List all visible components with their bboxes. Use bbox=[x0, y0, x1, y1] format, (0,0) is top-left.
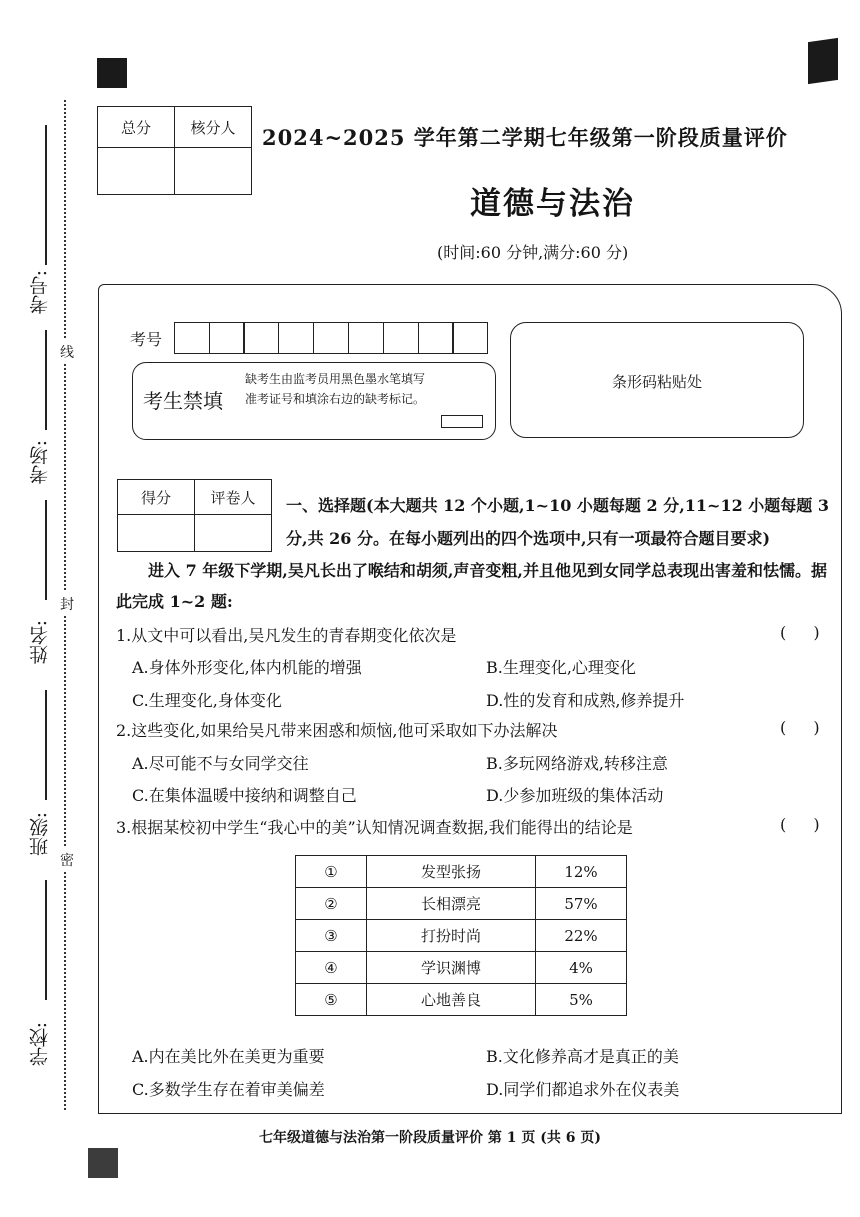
exam-title: 2024~2025 学年第二学期七年级第一阶段质量评价 bbox=[262, 125, 788, 150]
question-2-option-c[interactable]: C.在集体温暖中接纳和调整自己 bbox=[132, 786, 357, 805]
exam-id-box[interactable] bbox=[418, 322, 454, 354]
exam-id-box[interactable] bbox=[313, 322, 349, 354]
sidebar-field-class: 班级: bbox=[29, 812, 51, 857]
sidebar-line bbox=[45, 500, 47, 600]
registration-mark-bottom-left bbox=[88, 1148, 118, 1178]
table-row bbox=[296, 952, 627, 984]
exam-id-box[interactable] bbox=[452, 322, 488, 354]
table-cell-percent: 4% bbox=[536, 952, 627, 984]
question-3-option-a[interactable]: A.内在美比外在美更为重要 bbox=[132, 1047, 325, 1066]
total-score-label: 总分 bbox=[98, 107, 175, 148]
registration-mark-top-left bbox=[97, 58, 127, 88]
checker-label: 核分人 bbox=[175, 107, 252, 148]
sidebar-line bbox=[45, 880, 47, 1000]
exam-id-box[interactable] bbox=[348, 322, 384, 354]
question-1-option-c[interactable]: C.生理变化,身体变化 bbox=[132, 691, 282, 710]
table-cell-percent: 57% bbox=[536, 888, 627, 920]
sidebar-line bbox=[45, 330, 47, 430]
question-2-option-a[interactable]: A.尽可能不与女同学交往 bbox=[132, 754, 309, 773]
section-grader-cell[interactable] bbox=[195, 515, 272, 552]
exam-id-box[interactable] bbox=[383, 322, 419, 354]
sidebar-field-name: 姓名: bbox=[29, 620, 51, 665]
notice-text: 缺考生由监考员用黑色墨水笔填写准考证号和填涂右边的缺考标记。 bbox=[245, 372, 426, 406]
table-cell-item: 发型张扬 bbox=[367, 856, 536, 888]
table-cell-percent: 12% bbox=[536, 856, 627, 888]
section-score-label: 得分 bbox=[118, 480, 195, 515]
exam-id-boxes[interactable] bbox=[175, 322, 488, 354]
question-1-answer-paren[interactable]: ( ) bbox=[780, 623, 820, 642]
question-2-option-b[interactable]: B.多玩网络游戏,转移注意 bbox=[486, 754, 668, 773]
question-1-option-b[interactable]: B.生理变化,心理变化 bbox=[486, 658, 636, 677]
table-cell-item: 打扮时尚 bbox=[367, 920, 536, 952]
page-footer: 七年级道德与法治第一阶段质量评价 第 1 页 (共 6 页) bbox=[259, 1130, 601, 1146]
barcode-area bbox=[510, 322, 804, 438]
question-1-text: 1.从文中可以看出,吴凡发生的青春期变化依次是 bbox=[116, 626, 457, 645]
binding-char-secret: 密 bbox=[60, 848, 74, 872]
barcode-label: 条形码粘贴处 bbox=[611, 373, 702, 391]
registration-mark-top-right bbox=[808, 38, 838, 84]
table-cell-index: ③ bbox=[296, 920, 367, 952]
question-2-answer-paren[interactable]: ( ) bbox=[780, 718, 820, 737]
question-stem: 进入 7 年级下学期,吴凡长出了喉结和胡须,声音变粗,并且他见到女同学总表现出害羞和怯懦。据此完成 1~2 题: bbox=[116, 561, 827, 611]
question-3-text: 3.根据某校初中学生“我心中的美”认知情况调查数据,我们能得出的结论是 bbox=[116, 818, 633, 837]
section-grader-label: 评卷人 bbox=[195, 480, 272, 515]
exam-id-box[interactable] bbox=[174, 322, 210, 354]
question-2-option-d[interactable]: D.少参加班级的集体活动 bbox=[486, 786, 664, 805]
question-3-option-d[interactable]: D.同学们都追求外在仪表美 bbox=[486, 1080, 680, 1099]
exam-id-box[interactable] bbox=[243, 322, 279, 354]
question-3-option-b[interactable]: B.文化修养高才是真正的美 bbox=[486, 1047, 679, 1066]
survey-table bbox=[295, 855, 627, 1016]
sidebar-field-exam-room: 考场: bbox=[29, 440, 51, 485]
binding-char-line: 线 bbox=[60, 340, 74, 364]
absent-mark-box[interactable] bbox=[441, 415, 483, 428]
section-score-table bbox=[117, 479, 272, 552]
table-row bbox=[296, 888, 627, 920]
notice-title: 考生禁填 bbox=[143, 389, 223, 413]
question-1-option-d[interactable]: D.性的发育和成熟,修养提升 bbox=[486, 691, 685, 710]
table-cell-index: ④ bbox=[296, 952, 367, 984]
table-cell-index: ① bbox=[296, 856, 367, 888]
section-score-cell[interactable] bbox=[118, 515, 195, 552]
table-cell-item: 长相漂亮 bbox=[367, 888, 536, 920]
question-3-option-c[interactable]: C.多数学生存在着审美偏差 bbox=[132, 1080, 325, 1099]
question-3-answer-paren[interactable]: ( ) bbox=[780, 815, 820, 834]
table-cell-item: 心地善良 bbox=[367, 984, 536, 1016]
sidebar-field-school: 学校: bbox=[29, 1022, 51, 1067]
table-row bbox=[296, 920, 627, 952]
subject-title: 道德与法治 bbox=[470, 186, 635, 222]
sidebar-field-exam-id: 考号: bbox=[29, 270, 51, 315]
exam-id-box[interactable] bbox=[209, 322, 245, 354]
table-cell-percent: 22% bbox=[536, 920, 627, 952]
table-row bbox=[296, 856, 627, 888]
table-cell-index: ⑤ bbox=[296, 984, 367, 1016]
table-cell-item: 学识渊博 bbox=[367, 952, 536, 984]
table-cell-percent: 5% bbox=[536, 984, 627, 1016]
time-note: (时间:60 分钟,满分:60 分) bbox=[437, 243, 629, 262]
question-1-option-a[interactable]: A.身体外形变化,体内机能的增强 bbox=[132, 658, 362, 677]
table-row bbox=[296, 984, 627, 1016]
question-2-text: 2.这些变化,如果给吴凡带来困惑和烦恼,他可采取如下办法解决 bbox=[116, 721, 558, 740]
candidate-notice-box bbox=[132, 362, 496, 440]
exam-id-label: 考号 bbox=[130, 330, 163, 349]
section-heading: 一、选择题(本大题共 12 个小题,1~10 小题每题 2 分,11~12 小题每题 3 分,共 26 分。在每小题列出的四个选项中,只有一项最符合题目要求) bbox=[286, 496, 829, 548]
sidebar-line bbox=[45, 690, 47, 800]
table-cell-index: ② bbox=[296, 888, 367, 920]
exam-id-box[interactable] bbox=[278, 322, 314, 354]
binding-char-seal: 封 bbox=[60, 592, 74, 616]
